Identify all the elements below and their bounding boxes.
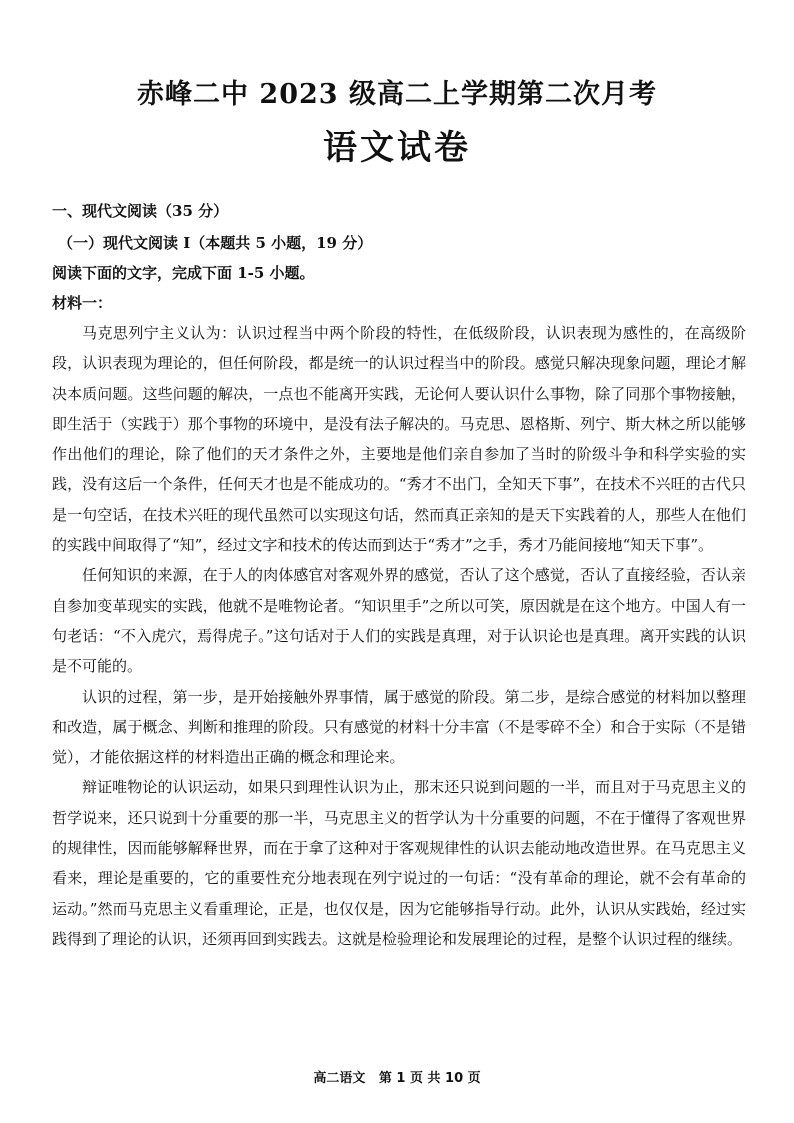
- paragraph: 马克思列宁主义认为：认识过程当中两个阶段的特性，在低级阶段，认识表现为感性的，在高级阶段，认识表现为理论的，但任何阶段，都是统一的认识过程当中的阶段。感觉只解决现象问题，理论才解决本质问题。这些问题的解决，一点也不能离开实践，无论何人要认识什么事物，除了同那个事物接触，即生活于（实践于）那个事物的环境中，是没有法子解决的。马克思、恩格斯、列宁、斯大林之所以能够作出他们的理论，除了他们的天才条件之外，主要地是他们亲自参加了当时的阶级斗争和科学实验的实践，没有这后一个条件，任何天才也是不能成功的。“秀才不出门，全知天下事”，在技术不兴旺的古代只是一句空话，在技术兴旺的现代虽然可以实现这句话，然而真正亲知的是天下实践着的人，那些人在他们的实践中间取得了“知”，经过文字和技术的传达而到达于“秀才”之手，秀才乃能间接地“知天下事”。: [52, 324, 746, 555]
- exam-subject-title: 语文试卷: [323, 128, 471, 168]
- paragraph: 任何知识的来源，在于人的肉体感官对客观外界的感觉，否认了这个感觉，否认了直接经验，否认亲自参加变革现实的实践，他就不是唯物论者。“知识里手”之所以可笑，原因就是在这个地方。中国人有一句老话：“不入虎穴，焉得虎子。”这句话对于人们的实践是真理，对于认识论也是真理。离开实践的认识是不可能的。: [52, 566, 746, 676]
- section-heading: 一、现代文阅读（35 分）: [52, 202, 229, 220]
- material-label: 材料一：: [52, 294, 113, 312]
- page-footer: 高二语文 第 1 页 共 10 页: [313, 1071, 481, 1086]
- subsection-heading: （一）现代文阅读 I（本题共 5 小题，19 分）: [58, 234, 373, 252]
- material-body: [52, 318, 746, 954]
- reading-instruction: 阅读下面的文字，完成下面 1-5 小题。: [52, 264, 315, 282]
- paragraph: 辩证唯物论的认识运动，如果只到理性认识为止，那末还只说到问题的一半，而且对于马克思主义的哲学说来，还只说到十分重要的那一半，马克思主义的哲学认为十分重要的问题，不在于懂得了客观世界的规律性，因而能够解释世界，而在于拿了这种对于客观规律性的认识去能动地改造世界。在马克思主义看来，理论是重要的，它的重要性充分地表现在列宁说过的一句话：“没有革命的理论，就不会有革命的运动。”然而马克思主义看重理论，正是，也仅仅是，因为它能够指导行动。此外，认识从实践始，经过实践得到了理论的认识，还须再回到实践去。这就是检验理论和发展理论的过程，是整个认识过程的继续。: [52, 778, 746, 948]
- paragraph: 认识的过程，第一步，是开始接触外界事情，属于感觉的阶段。第二步，是综合感觉的材料加以整理和改造，属于概念、判断和推理的阶段。只有感觉的材料十分丰富（不是零碎不全）和合于实际（不是错觉），才能依据这样的材料造出正确的概念和理论来。: [52, 687, 746, 767]
- exam-title: 赤峰二中 2023 级高二上学期第二次月考: [137, 79, 657, 110]
